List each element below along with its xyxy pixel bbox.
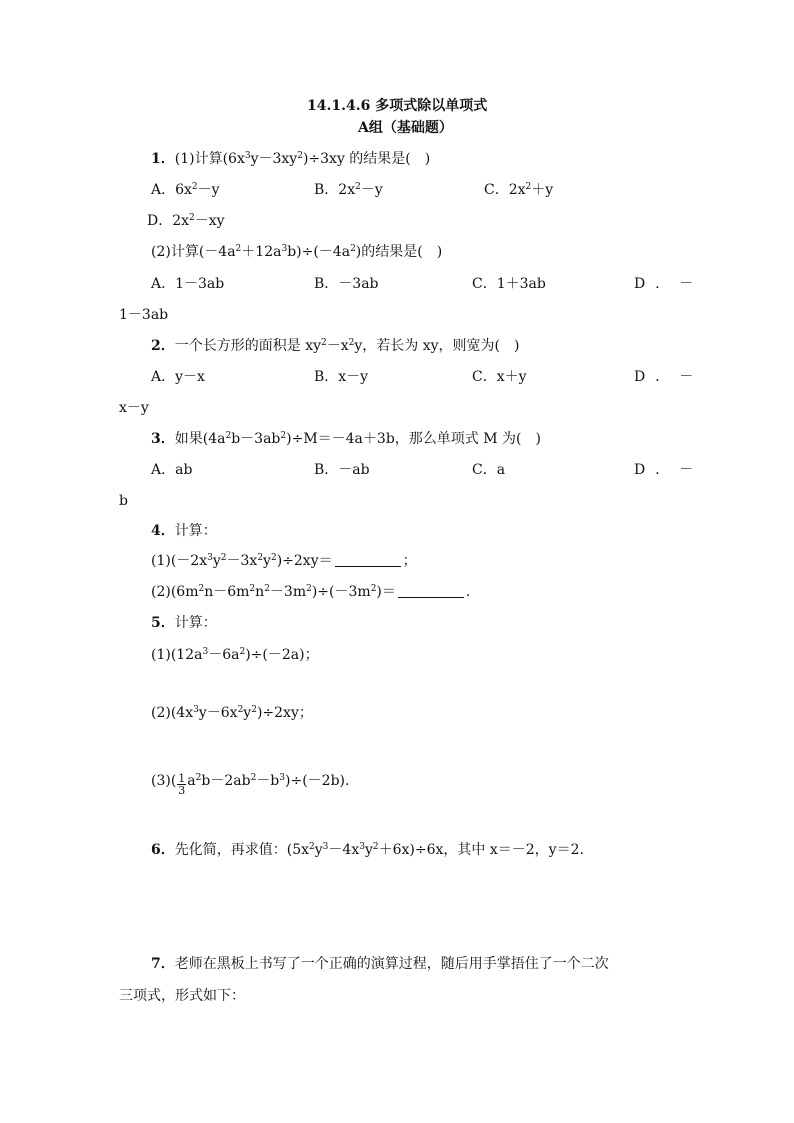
q5-part-2: $(2)(4x^3y-6x^2y^2)\div 2xy$； xyxy=(151,705,313,721)
q1-2-option-b: B．－3ab xyxy=(314,276,379,292)
question-3-stem: 3．如果$(4a^2b-3ab^2)\div M=-4a+3b$，那么单项式 M 为( ) xyxy=(151,431,541,447)
q3-option-d: D．－ xyxy=(634,462,704,478)
q2-option-a: A．y－x xyxy=(151,369,205,385)
q2-option-b: B．x－y xyxy=(314,369,369,385)
question-7-line-1: 7．老师在黑板上书写了一个正确的演算过程，随后用手掌捂住了一个二次 xyxy=(151,956,609,972)
q1-2-option-d: D．－ xyxy=(634,276,704,292)
q3-option-c: C．a xyxy=(472,462,506,478)
q2-option-d: D．－ xyxy=(634,369,704,385)
question-1-stem: 1．(1)计算$(6x^3y-3xy^2)\div 3xy$ 的结果是( ) xyxy=(151,151,431,167)
question-6-stem: 6．先化简，再求值：$(5x^2y^3-4x^3y^2+6x)\div 6x$，其中 x＝－2，y＝2. xyxy=(151,842,584,858)
question-5-stem: 5．计算： xyxy=(151,615,217,631)
q2-option-c: C．x＋y xyxy=(472,369,527,385)
q3-option-a: A．ab xyxy=(151,462,193,478)
page-subtitle: A组（基础题） xyxy=(358,120,453,136)
q1-2-option-d-cont: 1－3ab xyxy=(119,307,169,323)
q4-part-1: $(1)(-2x^3y^2-3x^2y^2)\div 2xy=$ ； xyxy=(151,553,417,569)
q1-1-option-b: B．$2x^2-y$ xyxy=(314,182,383,198)
q3-option-b: B．－ab xyxy=(314,462,370,478)
q5-part-1: $(1)(12a^3-6a^2)\div(-2a)$； xyxy=(151,647,319,663)
answer-blank xyxy=(335,554,401,567)
answer-blank xyxy=(398,585,464,598)
question-7-line-2: 三项式，形式如下： xyxy=(119,988,245,1004)
question-4-stem: 4．计算： xyxy=(151,523,217,539)
fraction-one-third: $\frac{1}{3}$ xyxy=(178,772,186,797)
page-title: 14.1.4.6 多项式除以单项式 xyxy=(307,98,488,114)
q2-option-d-cont: x－y xyxy=(119,400,149,416)
question-1-part-2-stem: (2)计算$(-4a^2+12a^3b)\div(-4a^2)$的结果是( ) xyxy=(151,244,443,260)
q5-part-3: (3)( $\frac{1}{3}$ $a^2b-2ab^2-b^3)\div(-2b)$. xyxy=(151,772,350,797)
q1-1-option-a: A．$6x^2-y$ xyxy=(151,182,220,198)
q1-2-option-c: C．1＋3ab xyxy=(472,276,546,292)
q1-1-option-d: D．$2x^2-xy$ xyxy=(147,213,225,229)
q1-2-option-a: A．1－3ab xyxy=(151,276,225,292)
q1-1-option-c: C．$2x^2+y$ xyxy=(484,182,554,198)
question-2-stem: 2．一个长方形的面积是 $xy^2-x^2y$，若长为 xy，则宽为( ) xyxy=(151,338,520,354)
q3-option-d-cont: b xyxy=(119,493,128,509)
q4-part-2: $(2)(6m^2n-6m^2n^2-3m^2)\div(-3m^2)=$ . xyxy=(151,584,471,600)
